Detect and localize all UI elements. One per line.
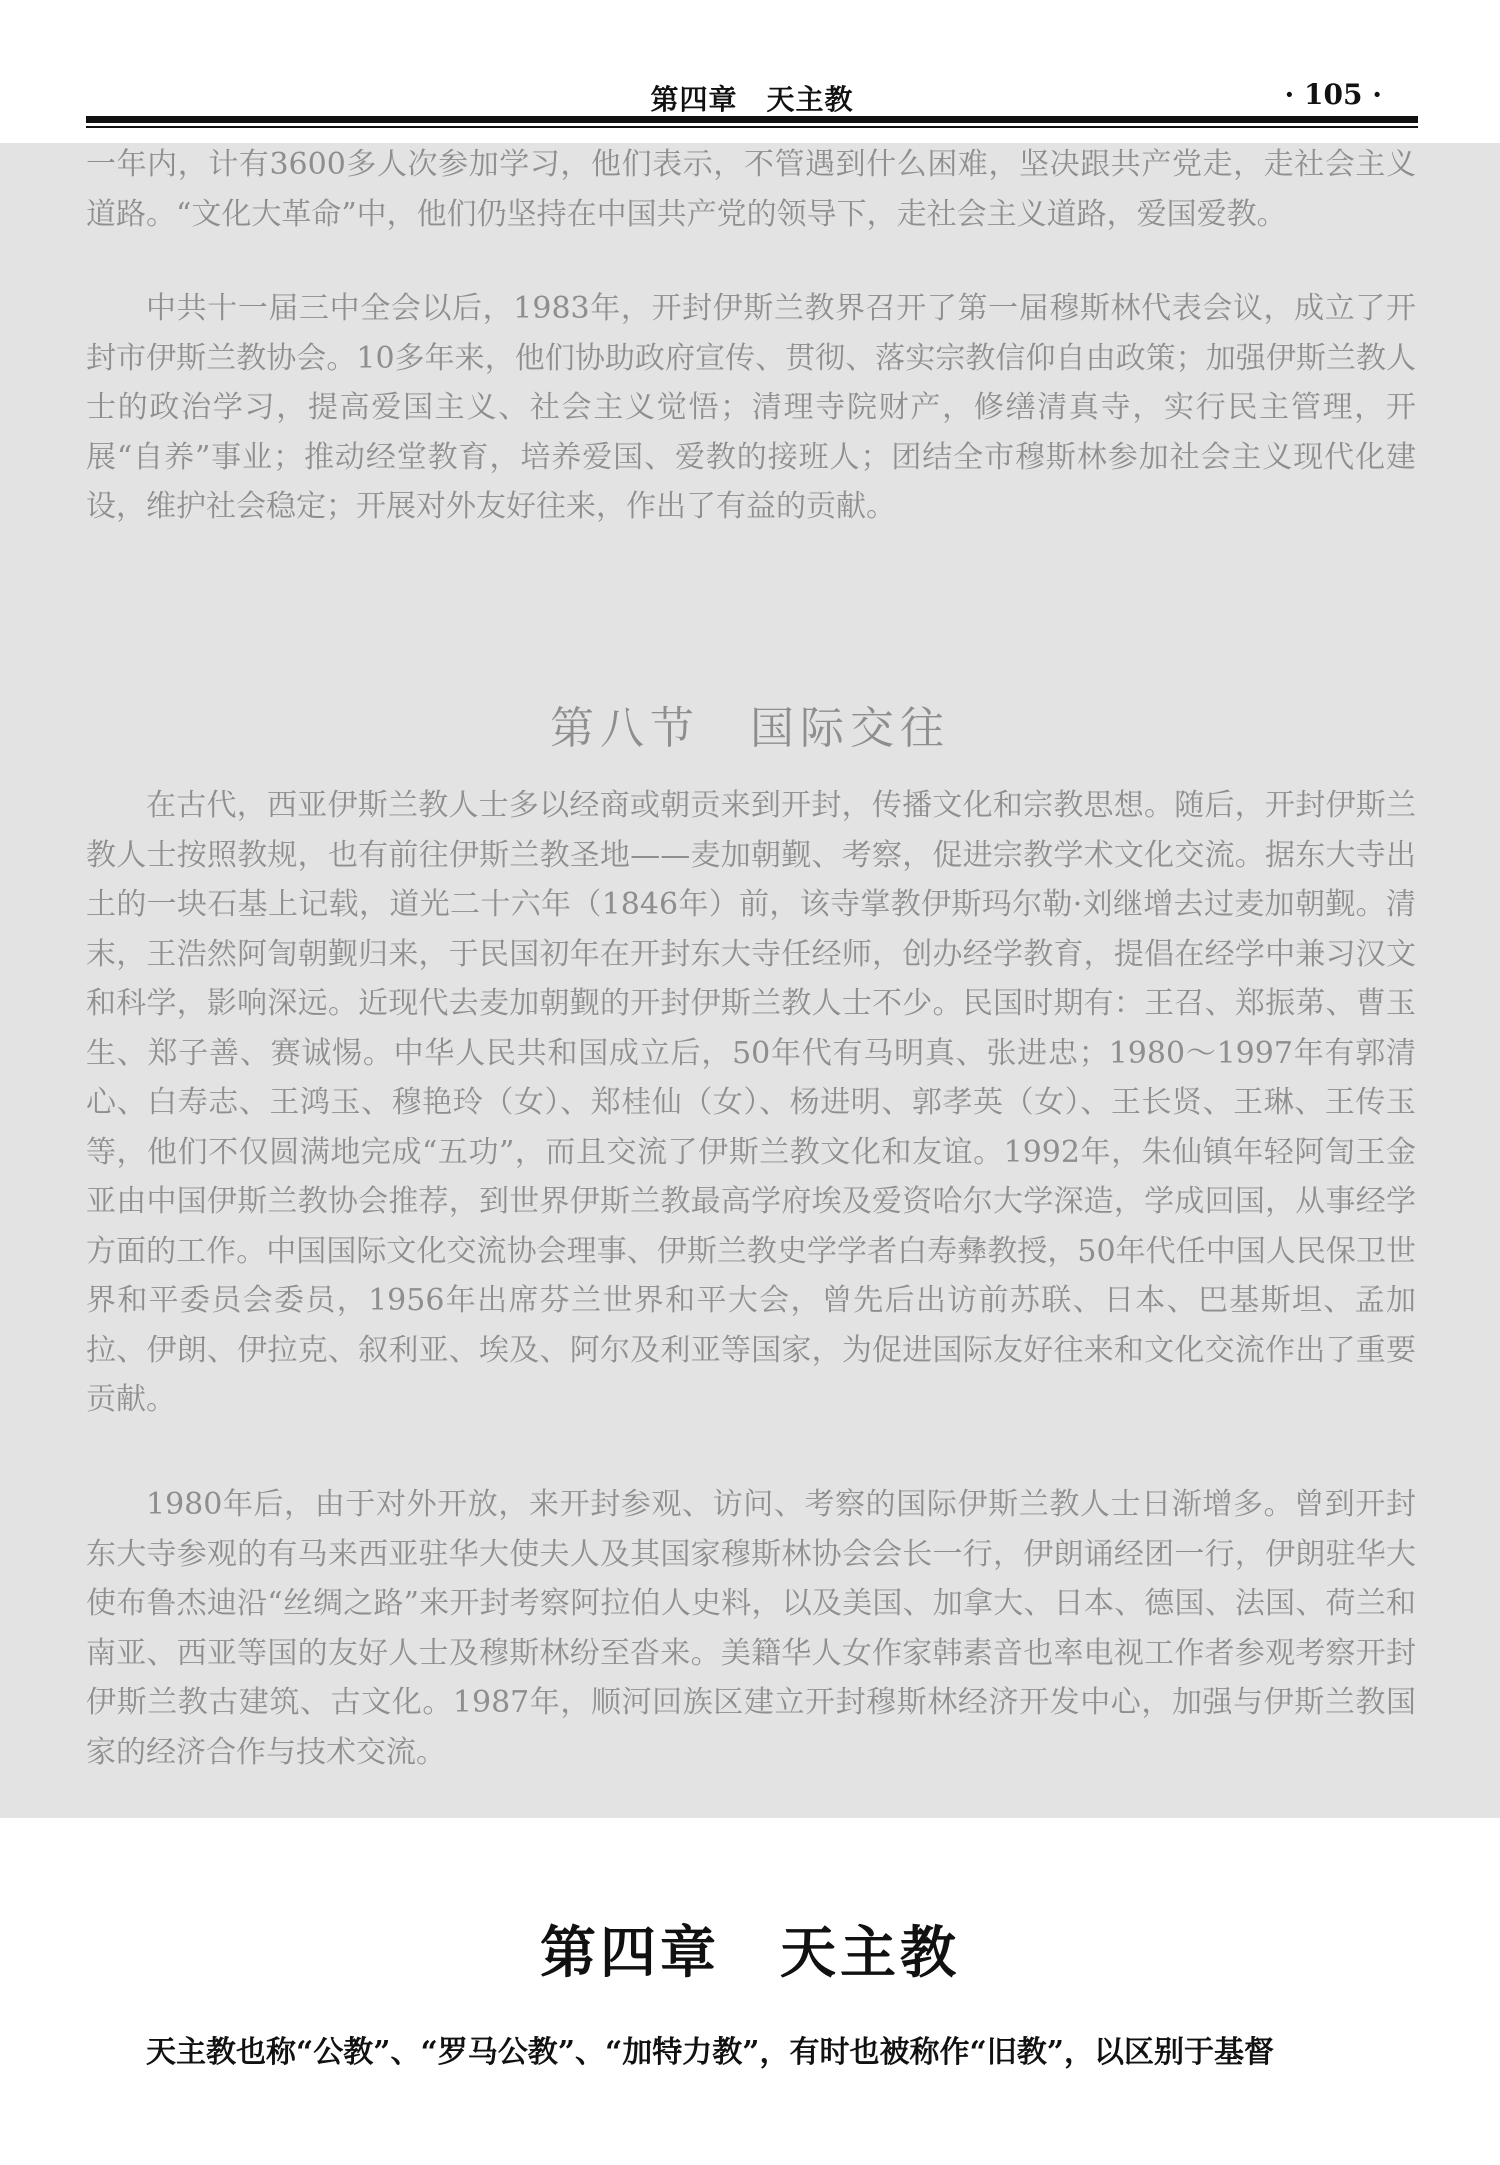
- header-rule-thin: [86, 126, 1418, 128]
- chapter-title: 第四章 天主教: [540, 1920, 960, 1986]
- chapter-intro: 天主教也称“公教”、“罗马公教”、“加特力教”，有时也被称作“旧教”，以区别于基督: [146, 2035, 1275, 2070]
- paragraph-1: 一年内，计有3600多人次参加学习，他们表示，不管遇到什么困难，坚决跟共产党走，走社会主义道路。“文化大革命”中，他们仍坚持在中国共产党的领导下，走社会主义道路，爱国爱教。: [86, 147, 1416, 232]
- shaded-section: [0, 143, 1500, 1818]
- paragraph-2: 中共十一届三中全会以后，1983年，开封伊斯兰教界召开了第一届穆斯林代表会议，成立了开封市伊斯兰教协会。10多年来，他们协助政府宣传、贯彻、落实宗教信仰自由政策；加强伊斯兰教人士的政治学习，提高爱国主义、社会主义觉悟；清理寺院财产，修缮清真寺，实行民主管理，开展“自养”事业；推动经堂教育，培养爱国、爱教的接班人；团结全市穆斯林参加社会主义现代化建设，维护社会稳定；开展对外友好往来，作出了有益的贡献。: [86, 291, 1416, 524]
- section-title: 第八节 国际交往: [550, 702, 950, 754]
- paragraph-4: 1980年后，由于对外开放，来开封参观、访问、考察的国际伊斯兰教人士日渐增多。曾到开封东大寺参观的有马来西亚驻华大使夫人及其国家穆斯林协会会长一行，伊朗诵经团一行，伊朗驻华大使布鲁杰迪沿“丝绸之路”来开封考察阿拉伯人史料，以及美国、加拿大、日本、德国、法国、荷兰和南亚、西亚等国的友好人士及穆斯林纷至沓来。美籍华人女作家韩素音也率电视工作者参观考察开封伊斯兰教古建筑、古文化。1987年，顺河回族区建立开封穆斯林经济开发中心，加强与伊斯兰教国家的经济合作与技术交流。: [86, 1487, 1416, 1770]
- page-number: · 105 ·: [1284, 78, 1382, 111]
- paragraph-3: 在古代，西亚伊斯兰教人士多以经商或朝贡来到开封，传播文化和宗教思想。随后，开封伊斯兰教人士按照教规，也有前往伊斯兰教圣地——麦加朝觐、考察，促进宗教学术文化交流。据东大寺出土的一块石基上记载，道光二十六年（1846年）前，该寺掌教伊斯玛尔勒·刘继增去过麦加朝觐。清末，王浩然阿訇朝觐归来，于民国初年在开封东大寺任经师，创办经学教育，提倡在经学中兼习汉文和科学，影响深远。近现代去麦加朝觐的开封伊斯兰教人士不少。民国时期有：王召、郑振苐、曹玉生、郑子善、赛诚惕。中华人民共和国成立后，50年代有马明真、张进忠；1980～1997年有郭清心、白寿志、王鸿玉、穆艳玲（女）、郑桂仙（女）、杨进明、郭孝英（女）、王长贤、王琳、王传玉等，他们不仅圆满地完成“五功”，而且交流了伊斯兰教文化和友谊。1992年，朱仙镇年轻阿訇王金亚由中国伊斯兰教协会推荐，到世界伊斯兰教最高学府埃及爱资哈尔大学深造，学成回国，从事经学方面的工作。中国国际文化交流协会理事、伊斯兰教史学学者白寿彝教授，50年代任中国人民保卫世界和平委员会委员，1956年出席芬兰世界和平大会，曾先后出访前苏联、日本、巴基斯坦、孟加拉、伊朗、伊拉克、叙利亚、埃及、阿尔及利亚等国家，为促进国际友好往来和文化交流作出了重要贡献。: [86, 788, 1416, 1417]
- running-header: [86, 72, 1418, 118]
- running-header-title: 第四章 天主教: [650, 83, 854, 116]
- header-rule-thick: [86, 116, 1418, 123]
